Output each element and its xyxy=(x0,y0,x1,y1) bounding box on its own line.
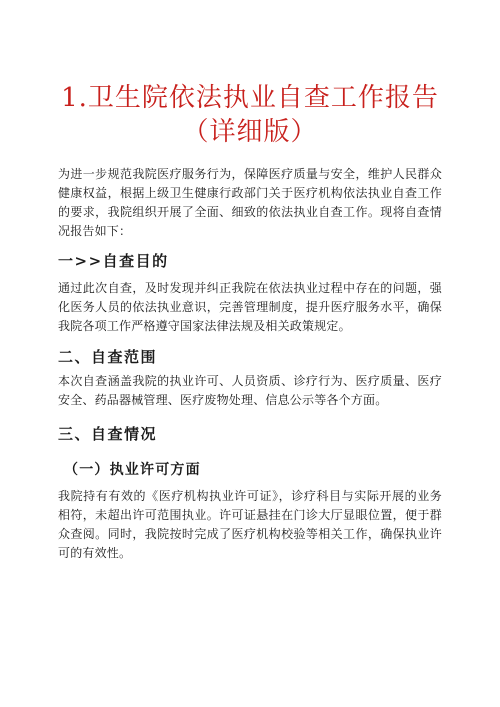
license-paragraph: 我院持有有效的《医疗机构执业许可证》，诊疗科目与实际开展的业务相符，未超出许可范围执业。许可证悬挂在门诊大厅显眼位置，便于群众查阅。同时，我院按时完成了医疗机构校验等相关工作，确保执业许可的有效性。 xyxy=(58,489,442,560)
document-title: 1.卫生院依法执业自查工作报告 xyxy=(61,83,439,113)
section-heading-situation: 三、自查情况 xyxy=(58,425,158,443)
section-heading-purpose: 一>>自查目的 xyxy=(58,252,169,270)
intro-paragraph: 为进一步规范我院医疗服务行为，保障医疗质量与安全，维护人民群众健康权益，根据上级卫生健康行政部门关于医疗机构依法执业自查工作的要求，我院组织开展了全面、细致的依法执业自查工作。现将自查情况报告如下： xyxy=(58,167,442,238)
subsection-heading-license: （一）执业许可方面 xyxy=(64,462,201,478)
purpose-paragraph: 通过此次自查，及时发现并纠正我院在依法执业过程中存在的问题，强化医务人员的依法执业意识，完善管理制度，提升医疗服务水平，确保我院各项工作严格遵守国家法律法规及相关政策规定。 xyxy=(58,281,442,333)
scope-paragraph: 本次自查涵盖我院的执业许可、人员资质、诊疗行为、医疗质量、医疗安全、药品器械管理、医疗废物处理、信息公示等各个方面。 xyxy=(58,374,442,407)
section-heading-scope: 二、自查范围 xyxy=(58,348,158,366)
document-subtitle: （详细版） xyxy=(182,117,318,147)
